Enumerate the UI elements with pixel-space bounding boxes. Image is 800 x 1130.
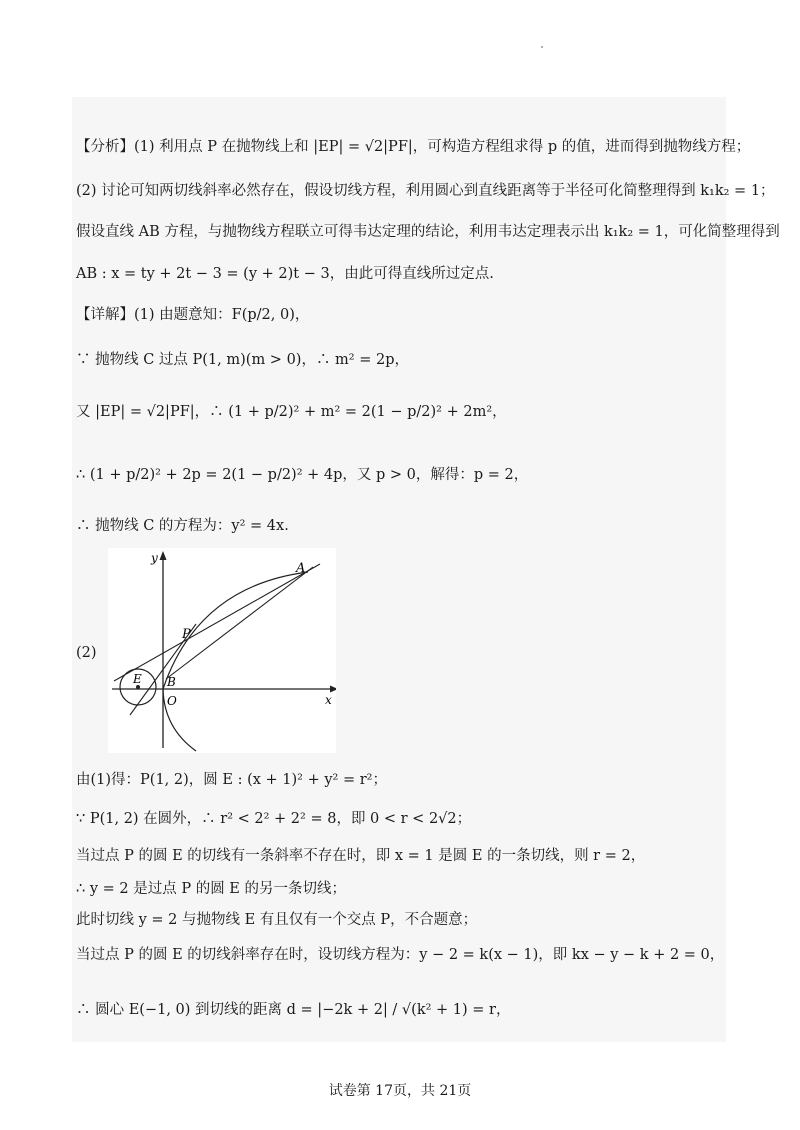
x-axis-arrow (330, 686, 336, 693)
parabola-curve (163, 572, 308, 751)
detail-line-2: ∵ 抛物线 C 过点 P(1, m)(m > 0)，∴ m² = 2p， (76, 352, 409, 368)
analysis-line-1: 【分析】(1) 利用点 P 在抛物线上和 |EP| = √2|PF|，可构造方程组求得 p 的值，进而得到抛物线方程； (76, 139, 751, 155)
label-b: B (167, 675, 176, 689)
detail-line-11: 当过点 P 的圆 E 的切线斜率存在时，设切线方程为：y − 2 = k(x − 1)，即 kx − y − k + 2 = 0， (76, 947, 725, 963)
label-e: E (133, 672, 142, 686)
analysis-line-4: AB : x = ty + 2t − 3 = (y + 2)t − 3，由此可得直线所过定点. (76, 266, 494, 282)
analysis-line-3: 假设直线 AB 方程，与抛物线方程联立可得韦达定理的结论，利用韦达定理表示出 k₁k₂ = 1，可化简整理得到 (76, 224, 780, 240)
chord-ab (166, 567, 313, 679)
detail-line-12: ∴ 圆心 E(−1, 0) 到切线的距离 d = |−2k + 2| / √(k² + 1) = r， (76, 1002, 511, 1018)
label-y: y (151, 551, 158, 565)
part-2-label: (2) (76, 645, 97, 661)
detail-line-9: ∴ y = 2 是过点 P 的圆 E 的另一条切线； (76, 881, 347, 897)
detail-line-8: 当过点 P 的圆 E 的切线有一条斜率不存在时，即 x = 1 是圆 E 的一条切线，则 r = 2， (76, 848, 646, 864)
label-o: O (167, 694, 177, 708)
label-a: A (296, 561, 306, 576)
label-x: x (325, 693, 332, 707)
label-p: P (182, 627, 191, 642)
detail-line-5: ∴ 抛物线 C 的方程为：y² = 4x. (76, 518, 289, 534)
y-axis-arrow (160, 551, 167, 560)
tangent-line-1 (114, 564, 320, 681)
detail-line-10: 此时切线 y = 2 与抛物线 E 有且仅有一个交点 P，不合题意； (76, 912, 478, 928)
parabola-figure (108, 548, 336, 753)
scan-dot (541, 46, 543, 48)
detail-line-4: ∴ (1 + p/2)² + 2p = 2(1 − p/2)² + 4p，又 p > 0，解得：p = 2， (76, 467, 529, 483)
analysis-line-2: (2) 讨论可知两切线斜率必然存在，假设切线方程，利用圆心到直线距离等于半径可化简整理得到 k₁k₂ = 1； (76, 183, 775, 199)
detail-line-7: ∵ P(1, 2) 在圆外，∴ r² < 2² + 2² = 8，即 0 < r < 2√2； (76, 811, 472, 827)
detail-line-3: 又 |EP| = √2|PF|，∴ (1 + p/2)² + m² = 2(1 − p/2)² + 2m²， (76, 404, 507, 420)
page-footer: 试卷第 17页，共 21页 (328, 1083, 472, 1099)
detail-line-1: 【详解】(1) 由题意知：F(p/2, 0)， (76, 307, 310, 323)
detail-line-6: 由(1)得：P(1, 2)，圆 E : (x + 1)² + y² = r²； (76, 772, 387, 788)
